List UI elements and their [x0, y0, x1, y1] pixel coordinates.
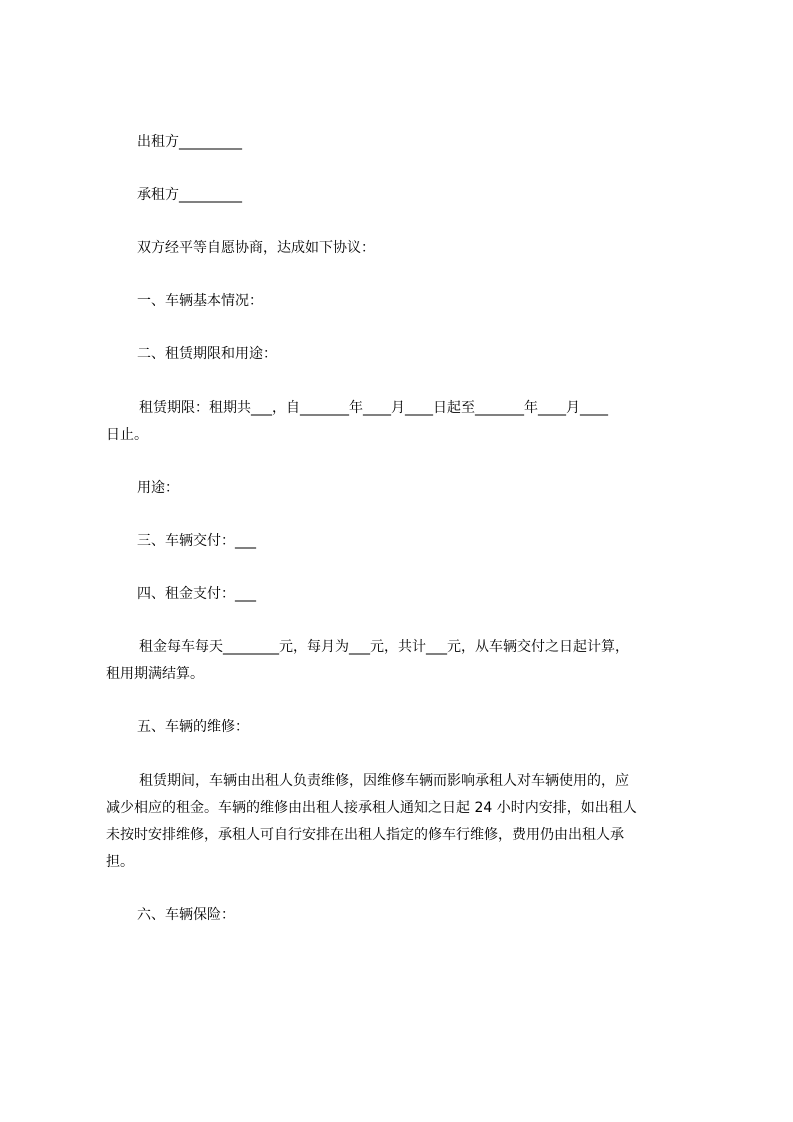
rent-line-1: 租金每车每天________元，每月为___元，共计___元，从车辆交付之日起计算， — [139, 639, 629, 655]
section-2-heading: 二、租赁期限和用途： — [137, 346, 277, 362]
section-5-heading: 五、车辆的维修： — [137, 719, 249, 735]
repair-line-2: 减少相应的租金。车辆的维修由出租人接承租人通知之日起 24 小时内安排，如出租人 — [106, 800, 637, 816]
repair-line-1: 租赁期间，车辆由出租人负责维修，因维修车辆而影响承租人对车辆使用的，应 — [139, 773, 629, 789]
section-3-heading: 三、车辆交付：___ — [137, 533, 256, 549]
lease-term-line-2: 日止。 — [106, 427, 148, 443]
intro-paragraph: 双方经平等自愿协商，达成如下协议： — [137, 240, 375, 256]
lessor-line: 出租方_________ — [137, 134, 242, 150]
rent-line-2: 租用期满结算。 — [106, 666, 204, 682]
repair-line-4: 担。 — [106, 854, 134, 870]
usage-line: 用途： — [137, 480, 179, 496]
repair-line-3: 未按时安排维修，承租人可自行安排在出租人指定的修车行维修，费用仍由出租人承 — [106, 827, 624, 843]
section-4-heading: 四、租金支付：___ — [137, 586, 256, 602]
lessee-line: 承租方_________ — [137, 187, 242, 203]
section-1-heading: 一、车辆基本情况： — [137, 293, 263, 309]
section-6-heading: 六、车辆保险： — [137, 907, 235, 923]
lease-term-line-1: 租赁期限：租期共___，自_______年____月____日起至_______年____月____ — [139, 400, 608, 416]
